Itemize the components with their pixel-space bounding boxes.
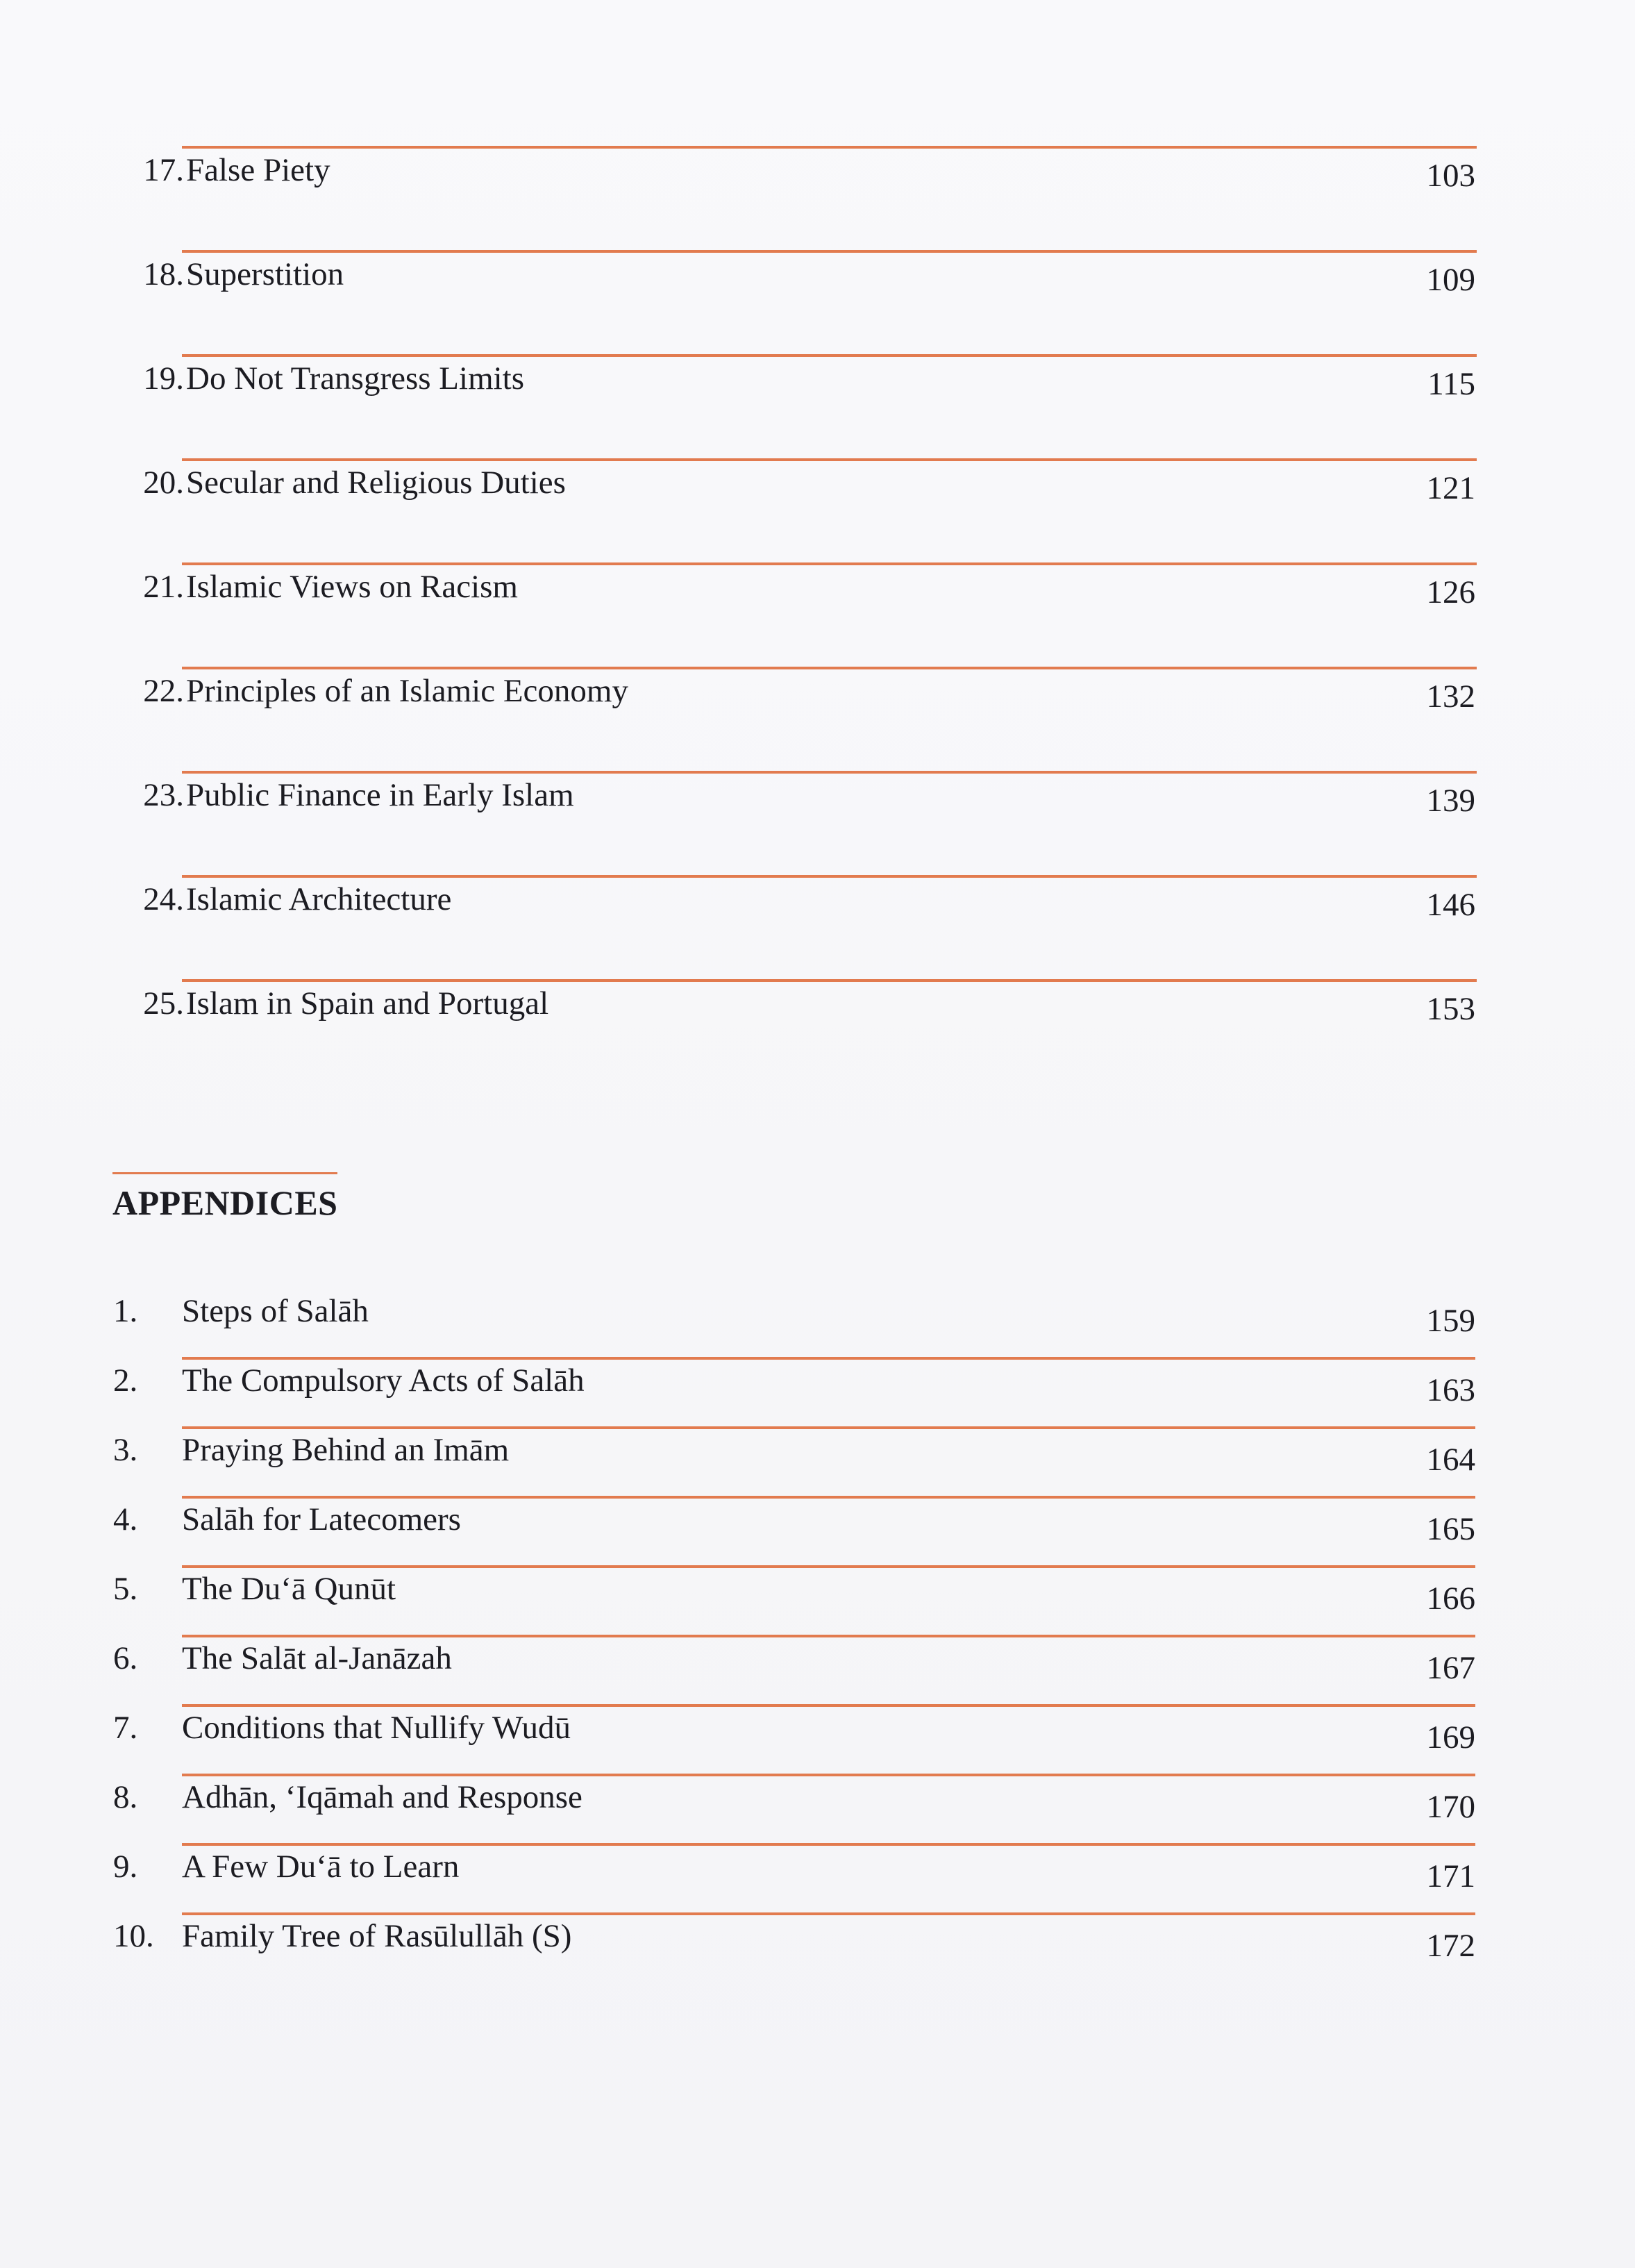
entry-page: 103 (1426, 158, 1475, 194)
entry-title: Islamic Architecture (186, 881, 452, 917)
entry-number: 5. (113, 1571, 138, 1607)
entry-title: Salāh for Latecomers (182, 1501, 461, 1537)
entry-number: 9. (113, 1849, 138, 1885)
appendix-entry-3[interactable] (0, 1401, 1635, 1478)
toc-entry-20[interactable] (0, 399, 1635, 506)
entry-page: 121 (1426, 470, 1475, 506)
entry-page: 170 (1426, 1789, 1475, 1825)
entry-rule (182, 458, 1477, 461)
appendices-heading-text: APPENDICES (112, 1183, 338, 1222)
entry-page: 171 (1426, 1858, 1475, 1894)
entry-number: 4. (113, 1501, 138, 1537)
toc-entry-19[interactable] (0, 295, 1635, 402)
entry-page: 167 (1426, 1650, 1475, 1686)
appendix-entry-1[interactable] (0, 1262, 1635, 1339)
entry-page: 109 (1426, 262, 1475, 298)
entry-title: Steps of Salāh (182, 1293, 369, 1329)
entry-number: 22. (143, 673, 184, 709)
entry-rule (182, 146, 1477, 149)
entry-rule (182, 667, 1477, 669)
entry-page: 146 (1426, 887, 1475, 923)
entry-number: 10. (113, 1918, 154, 1954)
entry-title: Islamic Views on Racism (186, 569, 518, 605)
entry-title: Secular and Religious Duties (186, 465, 566, 501)
entry-title: Praying Behind an Imām (182, 1432, 510, 1468)
entry-page: 169 (1426, 1719, 1475, 1756)
entry-number: 2. (113, 1362, 138, 1399)
appendix-entry-9[interactable] (0, 1818, 1635, 1894)
entry-page: 164 (1426, 1442, 1475, 1478)
entry-rule (182, 979, 1477, 982)
entry-page: 172 (1426, 1928, 1475, 1964)
toc-entry-22[interactable] (0, 608, 1635, 715)
entry-page: 165 (1426, 1511, 1475, 1547)
entry-number: 8. (113, 1779, 138, 1815)
toc-entry-17[interactable] (0, 87, 1635, 194)
entry-page: 153 (1426, 991, 1475, 1027)
entry-title: The Du‘ā Qunūt (182, 1571, 396, 1607)
entry-rule (182, 250, 1477, 253)
entry-rule (182, 354, 1477, 357)
entry-rule (182, 771, 1477, 774)
toc-entry-21[interactable] (0, 503, 1635, 608)
entry-title: The Salāt al-Janāzah (182, 1640, 452, 1676)
entry-page: 132 (1426, 678, 1475, 715)
entry-rule (182, 875, 1477, 878)
entry-title: Adhān, ‘Iqāmah and Response (182, 1779, 582, 1815)
toc-entry-23[interactable] (0, 712, 1635, 819)
entry-title: Do Not Transgress Limits (186, 360, 525, 397)
heading-rule (112, 1172, 337, 1174)
appendix-entry-6[interactable] (0, 1610, 1635, 1686)
entry-number: 3. (113, 1432, 138, 1468)
entry-title: A Few Du‘ā to Learn (182, 1849, 460, 1885)
appendix-entry-10[interactable] (0, 1887, 1635, 1964)
appendix-entry-8[interactable] (0, 1749, 1635, 1825)
entry-page: 139 (1426, 783, 1475, 819)
entry-number: 23. (143, 777, 184, 813)
entry-number: 21. (143, 569, 184, 605)
entry-number: 17. (143, 152, 184, 188)
entry-number: 7. (113, 1710, 138, 1746)
entry-rule (182, 562, 1477, 565)
entry-title: The Compulsory Acts of Salāh (182, 1362, 585, 1399)
entry-number: 20. (143, 465, 184, 501)
entry-page: 126 (1426, 574, 1475, 610)
appendices-heading (112, 1182, 337, 1224)
entry-title: Public Finance in Early Islam (186, 777, 574, 813)
entry-page: 159 (1426, 1303, 1475, 1339)
entry-number: 1. (113, 1293, 138, 1329)
entry-number: 19. (143, 360, 184, 397)
entry-number: 24. (143, 881, 184, 917)
toc-entry-24[interactable] (0, 816, 1635, 923)
entry-title: Superstition (186, 256, 344, 292)
appendix-entry-2[interactable] (0, 1332, 1635, 1408)
entry-page: 166 (1426, 1581, 1475, 1617)
toc-entry-25[interactable] (0, 920, 1635, 1027)
appendix-entry-7[interactable] (0, 1679, 1635, 1756)
appendix-entry-5[interactable] (0, 1540, 1635, 1617)
entry-number: 6. (113, 1640, 138, 1676)
entry-number: 25. (143, 985, 184, 1022)
toc-entry-18[interactable] (0, 191, 1635, 298)
entry-title: Conditions that Nullify Wudū (182, 1710, 571, 1746)
entry-title: Islam in Spain and Portugal (186, 985, 549, 1022)
entry-number: 18. (143, 256, 184, 292)
entry-page: 163 (1426, 1372, 1475, 1408)
entry-title: Principles of an Islamic Economy (186, 673, 628, 709)
entry-title: False Piety (186, 152, 330, 188)
entry-page: 115 (1427, 366, 1475, 402)
appendix-entry-4[interactable] (0, 1471, 1635, 1547)
entry-title: Family Tree of Rasūlullāh (S) (182, 1918, 572, 1954)
